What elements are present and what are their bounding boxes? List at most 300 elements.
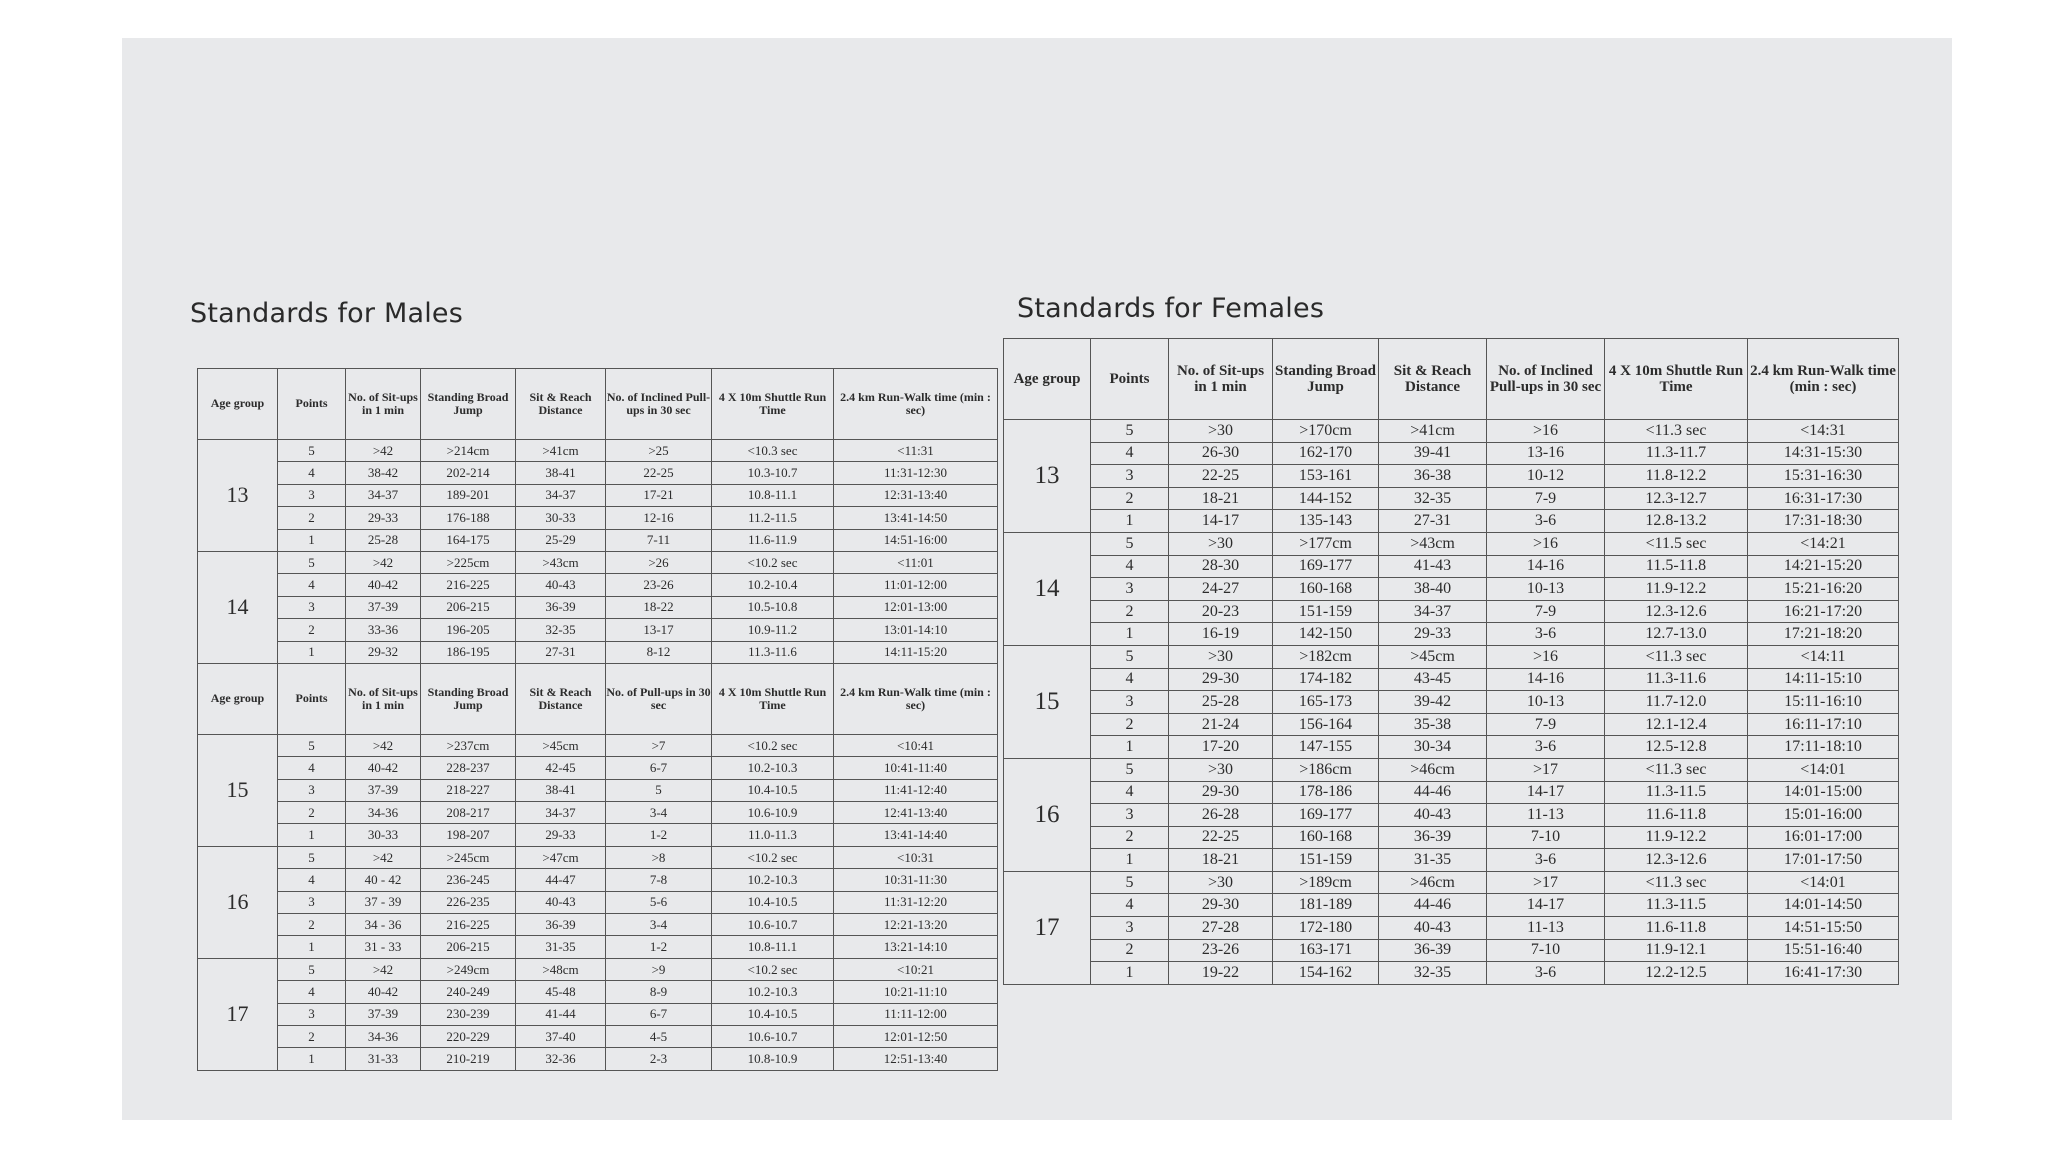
column-header: Standing Broad Jump [421, 369, 516, 440]
table-cell: 10.8-10.9 [712, 1048, 834, 1070]
table-cell: 15:11-16:10 [1748, 691, 1899, 714]
column-header: No. of Sit-ups in 1 min [346, 663, 421, 734]
column-header: Standing Broad Jump [421, 663, 516, 734]
table-row [198, 846, 998, 868]
table-row [1004, 623, 1899, 646]
column-header: Age group [1004, 339, 1091, 420]
table-cell: >225cm [421, 551, 516, 573]
table-cell: <14:11 [1748, 645, 1899, 668]
table-cell: <10:31 [834, 846, 998, 868]
age-group-cell: 16 [1004, 758, 1091, 871]
table-cell: <11:31 [834, 440, 998, 462]
table-cell: 135-143 [1273, 510, 1379, 533]
table-cell: 12:21-13:20 [834, 914, 998, 936]
table-cell: 11.5-11.8 [1605, 555, 1748, 578]
points-cell: 4 [278, 462, 346, 484]
table-cell: >30 [1169, 645, 1273, 668]
table-row [1004, 555, 1899, 578]
points-cell: 5 [278, 846, 346, 868]
table-cell: 29-33 [346, 507, 421, 529]
table-cell: 210-219 [421, 1048, 516, 1070]
table-cell: >30 [1169, 758, 1273, 781]
table-cell: 17:31-18:30 [1748, 510, 1899, 533]
table-cell: 12:51-13:40 [834, 1048, 998, 1070]
table-cell: 12.3-12.6 [1605, 849, 1748, 872]
table-cell: 38-40 [1379, 578, 1487, 601]
table-cell: 29-30 [1169, 894, 1273, 917]
table-cell: 6-7 [606, 1003, 712, 1025]
points-cell: 2 [1091, 939, 1169, 962]
table-cell: 14:51-15:50 [1748, 917, 1899, 940]
column-header: No. of Inclined Pull-ups in 30 sec [1487, 339, 1605, 420]
table-cell: 10.2-10.3 [712, 757, 834, 779]
table-row [198, 914, 998, 936]
points-cell: 3 [1091, 691, 1169, 714]
table-cell: 39-42 [1379, 691, 1487, 714]
table-cell: 7-9 [1487, 713, 1605, 736]
table-cell: 12.2-12.5 [1605, 962, 1748, 985]
table-cell: 11:41-12:40 [834, 779, 998, 801]
table-cell: 25-29 [516, 529, 606, 551]
table-cell: 29-30 [1169, 668, 1273, 691]
table-cell: 15:21-16:20 [1748, 578, 1899, 601]
age-group-cell: 14 [1004, 532, 1091, 645]
table-cell: 7-9 [1487, 600, 1605, 623]
table-cell: 10.5-10.8 [712, 596, 834, 618]
table-cell: 45-48 [516, 981, 606, 1003]
table-cell: <14:31 [1748, 420, 1899, 443]
table-cell: 41-43 [1379, 555, 1487, 578]
age-group-cell: 13 [198, 440, 278, 552]
table-cell: 3-6 [1487, 623, 1605, 646]
points-cell: 1 [1091, 736, 1169, 759]
table-cell: <11.3 sec [1605, 420, 1748, 443]
table-cell: 5 [606, 779, 712, 801]
points-cell: 5 [278, 551, 346, 573]
table-cell: 36-39 [1379, 826, 1487, 849]
points-cell: 2 [278, 914, 346, 936]
column-header: No. of Pull-ups in 30 sec [606, 663, 712, 734]
table-cell: 11.3-11.6 [1605, 668, 1748, 691]
table-cell: 38-41 [516, 779, 606, 801]
table-cell: 11.3-11.7 [1605, 442, 1748, 465]
table-cell: 144-152 [1273, 487, 1379, 510]
table-cell: 165-173 [1273, 691, 1379, 714]
table-cell: 12:41-13:40 [834, 802, 998, 824]
table-cell: >47cm [516, 846, 606, 868]
points-cell: 1 [278, 1048, 346, 1070]
points-cell: 3 [278, 891, 346, 913]
table-cell: 11.0-11.3 [712, 824, 834, 846]
table-cell: 32-36 [516, 1048, 606, 1070]
table-row [1004, 713, 1899, 736]
table-cell: 32-35 [516, 619, 606, 641]
table-cell: 17:01-17:50 [1748, 849, 1899, 872]
table-cell: >16 [1487, 532, 1605, 555]
table-row [198, 574, 998, 596]
points-cell: 4 [278, 981, 346, 1003]
table-cell: >46cm [1379, 758, 1487, 781]
table-row [198, 484, 998, 506]
column-header: Sit & Reach Distance [1379, 339, 1487, 420]
table-cell: 16:31-17:30 [1748, 487, 1899, 510]
column-header: 2.4 km Run-Walk time (min : sec) [1748, 339, 1899, 420]
table-cell: 27-28 [1169, 917, 1273, 940]
points-cell: 2 [1091, 713, 1169, 736]
table-cell: 11:31-12:30 [834, 462, 998, 484]
table-cell: 10.6-10.7 [712, 914, 834, 936]
table-cell: 34 - 36 [346, 914, 421, 936]
column-header: Standing Broad Jump [1273, 339, 1379, 420]
table-cell: <10:21 [834, 958, 998, 980]
points-cell: 4 [1091, 442, 1169, 465]
table-cell: 169-177 [1273, 555, 1379, 578]
table-cell: 156-164 [1273, 713, 1379, 736]
table-cell: 14:01-15:00 [1748, 781, 1899, 804]
points-cell: 1 [278, 529, 346, 551]
table-row [198, 1048, 998, 1070]
table-cell: 196-205 [421, 619, 516, 641]
table-cell: 10.2-10.3 [712, 981, 834, 1003]
points-cell: 1 [1091, 962, 1169, 985]
table-cell: 30-33 [516, 507, 606, 529]
points-cell: 3 [278, 779, 346, 801]
table-cell: 10.4-10.5 [712, 1003, 834, 1025]
table-row [1004, 487, 1899, 510]
table-cell: 11.9-12.2 [1605, 578, 1748, 601]
table-cell: 14-17 [1487, 894, 1605, 917]
table-cell: 40-43 [516, 574, 606, 596]
table-cell: 16-19 [1169, 623, 1273, 646]
table-row [1004, 691, 1899, 714]
points-cell: 3 [1091, 465, 1169, 488]
table-cell: 13:01-14:10 [834, 619, 998, 641]
table-cell: 29-33 [516, 824, 606, 846]
table-cell: >48cm [516, 958, 606, 980]
table-cell: 216-225 [421, 574, 516, 596]
table-cell: 240-249 [421, 981, 516, 1003]
table-cell: 14-17 [1169, 510, 1273, 533]
table-cell: 10-13 [1487, 578, 1605, 601]
table-cell: 10.6-10.7 [712, 1025, 834, 1047]
table-cell: 16:01-17:00 [1748, 826, 1899, 849]
table-cell: 10.8-11.1 [712, 484, 834, 506]
table-cell: 38-41 [516, 462, 606, 484]
table-cell: >177cm [1273, 532, 1379, 555]
table-row [198, 734, 998, 756]
table-cell: 15:01-16:00 [1748, 804, 1899, 827]
table-cell: 206-215 [421, 596, 516, 618]
age-group-cell: 13 [1004, 420, 1091, 533]
age-group-cell: 16 [198, 846, 278, 958]
table-cell: >45cm [1379, 645, 1487, 668]
table-cell: 8-12 [606, 641, 712, 663]
table-cell: 26-30 [1169, 442, 1273, 465]
table-cell: 37-39 [346, 1003, 421, 1025]
table-cell: 10.9-11.2 [712, 619, 834, 641]
age-group-cell: 14 [198, 551, 278, 663]
table-cell: 25-28 [346, 529, 421, 551]
table-cell: 36-39 [1379, 939, 1487, 962]
table-cell: 12.3-12.6 [1605, 600, 1748, 623]
table-row [198, 981, 998, 1003]
points-cell: 3 [278, 596, 346, 618]
table-cell: 11.3-11.6 [712, 641, 834, 663]
table-cell: 178-186 [1273, 781, 1379, 804]
table-cell: 26-28 [1169, 804, 1273, 827]
table-cell: 17-21 [606, 484, 712, 506]
points-cell: 5 [1091, 758, 1169, 781]
table-cell: >42 [346, 846, 421, 868]
table-row [1004, 510, 1899, 533]
table-cell: <14:01 [1748, 758, 1899, 781]
points-cell: 5 [1091, 645, 1169, 668]
table-cell: 153-161 [1273, 465, 1379, 488]
males-header-row [198, 369, 998, 440]
points-cell: 2 [278, 802, 346, 824]
table-cell: 1-2 [606, 824, 712, 846]
table-cell: 220-229 [421, 1025, 516, 1047]
table-cell: 14-17 [1487, 781, 1605, 804]
table-cell: 186-195 [421, 641, 516, 663]
table-cell: >170cm [1273, 420, 1379, 443]
table-cell: 40-43 [1379, 917, 1487, 940]
column-header: Age group [198, 369, 278, 440]
table-cell: 37-40 [516, 1025, 606, 1047]
table-cell: 23-26 [1169, 939, 1273, 962]
table-row [198, 958, 998, 980]
table-cell: >16 [1487, 420, 1605, 443]
table-cell: 7-10 [1487, 939, 1605, 962]
table-cell: 169-177 [1273, 804, 1379, 827]
points-cell: 2 [1091, 600, 1169, 623]
table-cell: 12.3-12.7 [1605, 487, 1748, 510]
table-cell: 34-36 [346, 1025, 421, 1047]
table-cell: 14-16 [1487, 668, 1605, 691]
table-cell: >189cm [1273, 871, 1379, 894]
table-cell: >41cm [516, 440, 606, 462]
table-cell: 25-28 [1169, 691, 1273, 714]
table-cell: 40-43 [516, 891, 606, 913]
points-cell: 4 [1091, 894, 1169, 917]
table-cell: 10.6-10.9 [712, 802, 834, 824]
females-header-row [1004, 339, 1899, 420]
table-cell: >26 [606, 551, 712, 573]
table-cell: 28-30 [1169, 555, 1273, 578]
table-cell: 189-201 [421, 484, 516, 506]
table-cell: >7 [606, 734, 712, 756]
table-cell: 14:11-15:20 [834, 641, 998, 663]
table-cell: 30-33 [346, 824, 421, 846]
table-row [198, 596, 998, 618]
points-cell: 4 [278, 574, 346, 596]
table-row [1004, 894, 1899, 917]
table-cell: 162-170 [1273, 442, 1379, 465]
table-cell: 10:31-11:30 [834, 869, 998, 891]
table-row [198, 757, 998, 779]
table-cell: 160-168 [1273, 578, 1379, 601]
table-row [198, 891, 998, 913]
table-row [198, 529, 998, 551]
table-cell: 40-43 [1379, 804, 1487, 827]
table-row [1004, 668, 1899, 691]
table-cell: 44-47 [516, 869, 606, 891]
table-cell: 14:11-15:10 [1748, 668, 1899, 691]
females-section-title: Standards for Females [1017, 293, 1325, 324]
table-cell: >43cm [1379, 532, 1487, 555]
table-cell: 10.3-10.7 [712, 462, 834, 484]
points-cell: 5 [278, 734, 346, 756]
table-cell: 12:01-12:50 [834, 1025, 998, 1047]
table-cell: 160-168 [1273, 826, 1379, 849]
table-cell: <11.3 sec [1605, 871, 1748, 894]
table-cell: 31 - 33 [346, 936, 421, 958]
column-header: Points [1091, 339, 1169, 420]
table-cell: 18-21 [1169, 849, 1273, 872]
table-cell: 31-35 [516, 936, 606, 958]
table-cell: 151-159 [1273, 600, 1379, 623]
table-cell: 40-42 [346, 574, 421, 596]
table-cell: 36-39 [516, 596, 606, 618]
table-row [198, 1003, 998, 1025]
table-cell: >245cm [421, 846, 516, 868]
table-cell: 216-225 [421, 914, 516, 936]
table-cell: 181-189 [1273, 894, 1379, 917]
table-row [1004, 758, 1899, 781]
females-standards-table [1003, 338, 1899, 985]
table-cell: 3-6 [1487, 962, 1605, 985]
table-cell: 14-16 [1487, 555, 1605, 578]
table-cell: 27-31 [1379, 510, 1487, 533]
table-cell: 12.8-13.2 [1605, 510, 1748, 533]
points-cell: 2 [278, 1025, 346, 1047]
table-cell: 11.9-12.2 [1605, 826, 1748, 849]
table-cell: 11.9-12.1 [1605, 939, 1748, 962]
table-cell: >186cm [1273, 758, 1379, 781]
table-cell: 4-5 [606, 1025, 712, 1047]
table-cell: 32-35 [1379, 487, 1487, 510]
points-cell: 2 [1091, 487, 1169, 510]
table-cell: 11-13 [1487, 804, 1605, 827]
points-cell: 3 [1091, 578, 1169, 601]
table-cell: 16:41-17:30 [1748, 962, 1899, 985]
table-cell: <10.2 sec [712, 958, 834, 980]
table-cell: 22-25 [1169, 465, 1273, 488]
table-cell: 12.7-13.0 [1605, 623, 1748, 646]
table-cell: 14:51-16:00 [834, 529, 998, 551]
table-cell: 13-17 [606, 619, 712, 641]
table-cell: 12.1-12.4 [1605, 713, 1748, 736]
table-cell: 11.6-11.8 [1605, 804, 1748, 827]
points-cell: 1 [1091, 849, 1169, 872]
table-cell: 12-16 [606, 507, 712, 529]
table-cell: 8-9 [606, 981, 712, 1003]
table-cell: 6-7 [606, 757, 712, 779]
table-cell: <14:21 [1748, 532, 1899, 555]
table-cell: 19-22 [1169, 962, 1273, 985]
table-cell: >214cm [421, 440, 516, 462]
table-cell: 10.4-10.5 [712, 779, 834, 801]
table-cell: 10:41-11:40 [834, 757, 998, 779]
table-cell: 37-39 [346, 779, 421, 801]
table-cell: 11.3-11.5 [1605, 894, 1748, 917]
table-cell: 7-9 [1487, 487, 1605, 510]
table-cell: >25 [606, 440, 712, 462]
table-cell: >16 [1487, 645, 1605, 668]
table-row [198, 462, 998, 484]
table-cell: 10-13 [1487, 691, 1605, 714]
table-row [1004, 736, 1899, 759]
table-row [198, 440, 998, 462]
table-row [1004, 849, 1899, 872]
column-header: Points [278, 369, 346, 440]
table-row [198, 802, 998, 824]
table-cell: 11.3-11.5 [1605, 781, 1748, 804]
table-cell: 17-20 [1169, 736, 1273, 759]
points-cell: 2 [1091, 826, 1169, 849]
table-row [1004, 442, 1899, 465]
table-cell: 27-31 [516, 641, 606, 663]
table-cell: 14:31-15:30 [1748, 442, 1899, 465]
table-cell: 2-3 [606, 1048, 712, 1070]
table-cell: 31-33 [346, 1048, 421, 1070]
table-cell: <10.3 sec [712, 440, 834, 462]
column-header: Points [278, 663, 346, 734]
table-cell: 228-237 [421, 757, 516, 779]
table-cell: 10.4-10.5 [712, 891, 834, 913]
column-header: Age group [198, 663, 278, 734]
table-row [1004, 578, 1899, 601]
table-cell: 174-182 [1273, 668, 1379, 691]
table-cell: >30 [1169, 420, 1273, 443]
table-row [198, 936, 998, 958]
table-cell: 29-33 [1379, 623, 1487, 646]
table-cell: 42-45 [516, 757, 606, 779]
age-group-cell: 15 [198, 734, 278, 846]
table-row [198, 1025, 998, 1047]
table-cell: <14:01 [1748, 871, 1899, 894]
table-cell: 11.7-12.0 [1605, 691, 1748, 714]
age-group-cell: 15 [1004, 645, 1091, 758]
table-cell: 11.2-11.5 [712, 507, 834, 529]
table-cell: 172-180 [1273, 917, 1379, 940]
table-cell: 15:31-16:30 [1748, 465, 1899, 488]
table-cell: 3-4 [606, 914, 712, 936]
points-cell: 1 [278, 936, 346, 958]
column-header: 2.4 km Run-Walk time (min : sec) [834, 369, 998, 440]
table-cell: 12:31-13:40 [834, 484, 998, 506]
table-cell: 20-23 [1169, 600, 1273, 623]
table-cell: 164-175 [421, 529, 516, 551]
age-group-cell: 17 [1004, 871, 1091, 984]
table-row [1004, 532, 1899, 555]
table-cell: >249cm [421, 958, 516, 980]
table-cell: 37 - 39 [346, 891, 421, 913]
column-header: 4 X 10m Shuttle Run Time [1605, 339, 1748, 420]
table-cell: >43cm [516, 551, 606, 573]
column-header: 2.4 km Run-Walk time (min : sec) [834, 663, 998, 734]
table-cell: >17 [1487, 758, 1605, 781]
table-cell: >46cm [1379, 871, 1487, 894]
table-row [1004, 917, 1899, 940]
table-cell: 11:31-12:20 [834, 891, 998, 913]
table-cell: 29-32 [346, 641, 421, 663]
table-cell: 226-235 [421, 891, 516, 913]
column-header: No. of Inclined Pull-ups in 30 sec [606, 369, 712, 440]
table-cell: 44-46 [1379, 894, 1487, 917]
table-cell: >42 [346, 551, 421, 573]
table-cell: 17:21-18:20 [1748, 623, 1899, 646]
